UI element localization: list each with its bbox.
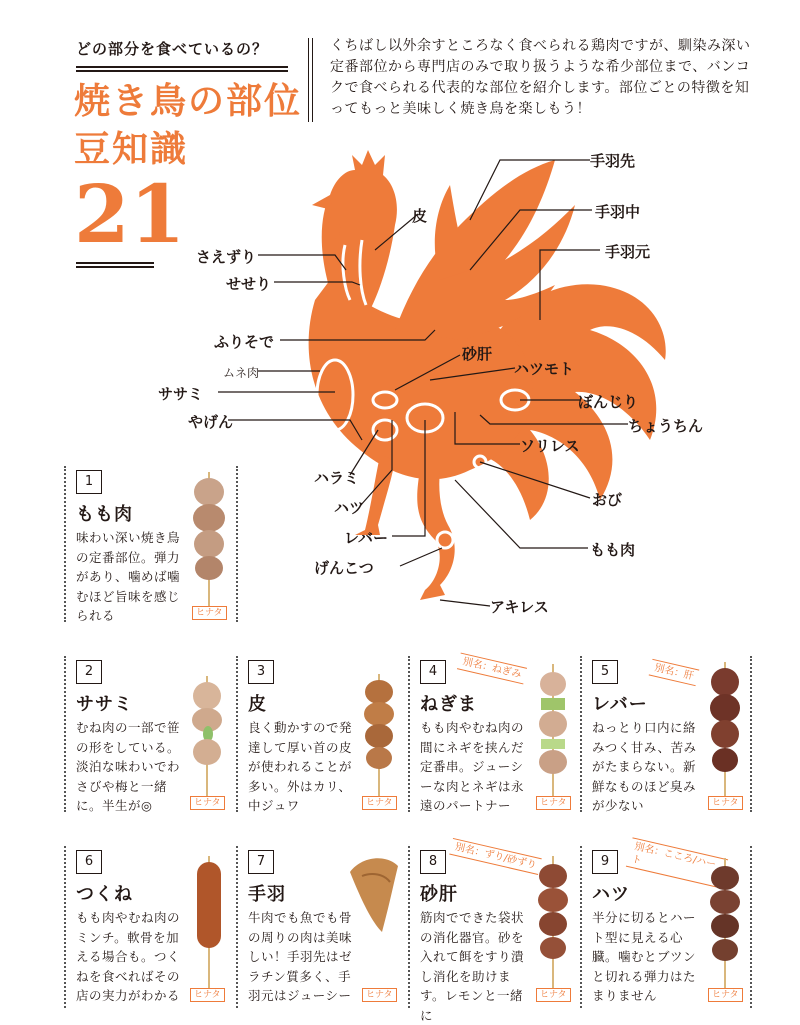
alias-label: 別名：肝 xyxy=(649,659,700,686)
label-momo: もも肉 xyxy=(590,541,636,559)
label-reba: レバー xyxy=(344,529,388,547)
card-hatsu xyxy=(580,841,752,1008)
card-name: ササミ xyxy=(76,694,133,715)
label-furisode: ふりそで xyxy=(214,333,275,351)
card-divider xyxy=(580,656,582,812)
brand-tag: ヒナタ xyxy=(362,796,397,810)
brand-tag: ヒナタ xyxy=(190,796,225,810)
brand-tag: ヒナタ xyxy=(536,988,571,1002)
card-kawa xyxy=(236,656,408,812)
card-divider xyxy=(64,656,66,812)
card-name: ハツ xyxy=(592,884,630,905)
card-number: 6 xyxy=(76,850,102,874)
card-divider xyxy=(408,656,410,812)
skewer-image xyxy=(184,856,234,996)
card-negima xyxy=(408,656,580,812)
label-sasami: ササミ xyxy=(158,385,204,403)
card-name: 砂肝 xyxy=(420,884,458,905)
card-divider xyxy=(236,846,238,1008)
card-description: むね肉の一部で笹の形をしている。淡泊な味わいでわさびや梅と一緒に。半生が◎ xyxy=(76,720,181,813)
label-bonjiri: ぼんじり xyxy=(578,393,639,411)
card-name: もも肉 xyxy=(76,504,133,525)
card-description: もも肉やむね肉の間にネギを挟んだ定番串。ジューシーな肉とネギは永遠のパートナー xyxy=(420,720,525,813)
label-kawa: 皮 xyxy=(412,207,428,225)
label-hatsumoto: ハツモト xyxy=(514,360,575,378)
card-momo xyxy=(64,466,240,622)
card-description: 味わい深い焼き鳥の定番部位。弾力があり、噛めば噛むほど旨味を感じられる xyxy=(76,530,181,623)
card-description: 筋肉でできた袋状の消化器官。砂を入れて餌をすり潰し消化を助けます。レモンと一緒に xyxy=(420,910,525,1023)
card-divider xyxy=(64,846,66,1008)
card-number: 2 xyxy=(76,660,102,684)
page-subtitle: 豆知識 xyxy=(74,129,189,170)
card-number: 1 xyxy=(76,470,102,494)
card-tsukune xyxy=(64,846,236,1008)
card-number: 8 xyxy=(420,850,446,874)
brand-tag: ヒナタ xyxy=(708,988,743,1002)
card-sunagimo xyxy=(408,841,580,1023)
skewer-image xyxy=(528,664,578,804)
label-teba-moto: 手羽元 xyxy=(605,243,651,261)
label-chouchin: ちょうちん xyxy=(628,417,704,435)
label-sunagimo: 砂肝 xyxy=(462,345,493,363)
alias-label: 別名：ずり/砂ずり xyxy=(449,838,542,875)
label-teba-saki: 手羽先 xyxy=(590,152,636,170)
card-number: 3 xyxy=(248,660,274,684)
card-reba xyxy=(580,656,752,812)
brand-tag: ヒナタ xyxy=(362,988,397,1002)
card-number: 9 xyxy=(592,850,618,874)
label-soriresu: ソリレス xyxy=(520,437,580,455)
kicker-heading: どの部分を食べているの？ xyxy=(76,40,269,58)
card-description: ねっとり口内に絡みつく甘み、苦みがたまらない。新鮮なものほど臭みが少ない xyxy=(592,720,697,813)
card-sasami xyxy=(64,656,236,812)
skewer-image xyxy=(700,662,750,802)
brand-tag: ヒナタ xyxy=(192,606,227,620)
label-obi: おび xyxy=(592,491,623,509)
skewer-image xyxy=(528,856,578,996)
skewer-image xyxy=(182,676,232,806)
card-divider xyxy=(236,466,238,622)
label-teba-naka: 手羽中 xyxy=(595,203,641,221)
label-hatsu: ハツ xyxy=(334,499,365,517)
label-mune: ムネ肉 xyxy=(223,366,260,380)
card-number: 5 xyxy=(592,660,618,684)
skewer-image xyxy=(184,472,234,612)
label-seseri: せせり xyxy=(226,275,272,293)
label-saezuri: さえずり xyxy=(196,248,257,266)
card-divider xyxy=(64,466,66,622)
card-description: 牛肉でも魚でも骨の周りの肉は美味しい！手羽先はゼラチン質多く、手羽元はジューシー xyxy=(248,910,353,1003)
card-description: 半分に切るとハート型に見える心臓。噛むとブツンと切れる弾力はたまりません xyxy=(592,910,697,1003)
label-genkotsu: げんこつ xyxy=(314,559,374,577)
card-divider xyxy=(750,846,752,1008)
card-divider xyxy=(580,846,582,1008)
brand-tag: ヒナタ xyxy=(190,988,225,1002)
feature-number: 21 xyxy=(74,167,186,261)
skewer-image xyxy=(342,852,404,952)
brand-tag: ヒナタ xyxy=(536,796,571,810)
card-divider xyxy=(236,656,238,812)
card-description: 良く動かすので発達して厚い首の皮が使われることが多い。外はカリ、中ジュワ xyxy=(248,720,353,813)
intro-text: くちばし以外余すところなく食べられる鶏肉ですが、馴染み深い定番部位から専門店のみで取り扱うような希少部位まで、バンコクで食べられる代表的な部位を紹介します。部位ごとの特徴を知ってもっと美味しく焼き鳥を楽しもう！ xyxy=(330,38,751,117)
card-name: レバー xyxy=(592,694,648,715)
skewer-image xyxy=(700,858,750,998)
card-divider xyxy=(408,846,410,1008)
card-number: 7 xyxy=(248,850,274,874)
alias-label: 別名：ねぎみ xyxy=(457,653,527,685)
card-teba xyxy=(236,846,408,1008)
card-number: 4 xyxy=(420,660,446,684)
brand-tag: ヒナタ xyxy=(708,796,743,810)
card-name: ねぎま xyxy=(420,694,477,715)
label-harami: ハラミ xyxy=(314,469,360,487)
card-name: 皮 xyxy=(248,694,267,715)
card-name: つくね xyxy=(76,884,133,905)
label-yagen: やげん xyxy=(188,413,234,431)
alias-label: 別名：こころ/ハート xyxy=(626,837,728,888)
page-title: 焼き鳥の部位 xyxy=(74,81,303,122)
skewer-image xyxy=(354,674,404,804)
label-akiresu: アキレス xyxy=(490,598,549,616)
card-description: もも肉やむね肉のミンチ。軟骨を加える場合も。つくねを食べればその店の実力がわかる xyxy=(76,910,181,1003)
card-name: 手羽 xyxy=(248,884,286,905)
card-divider xyxy=(750,656,752,812)
